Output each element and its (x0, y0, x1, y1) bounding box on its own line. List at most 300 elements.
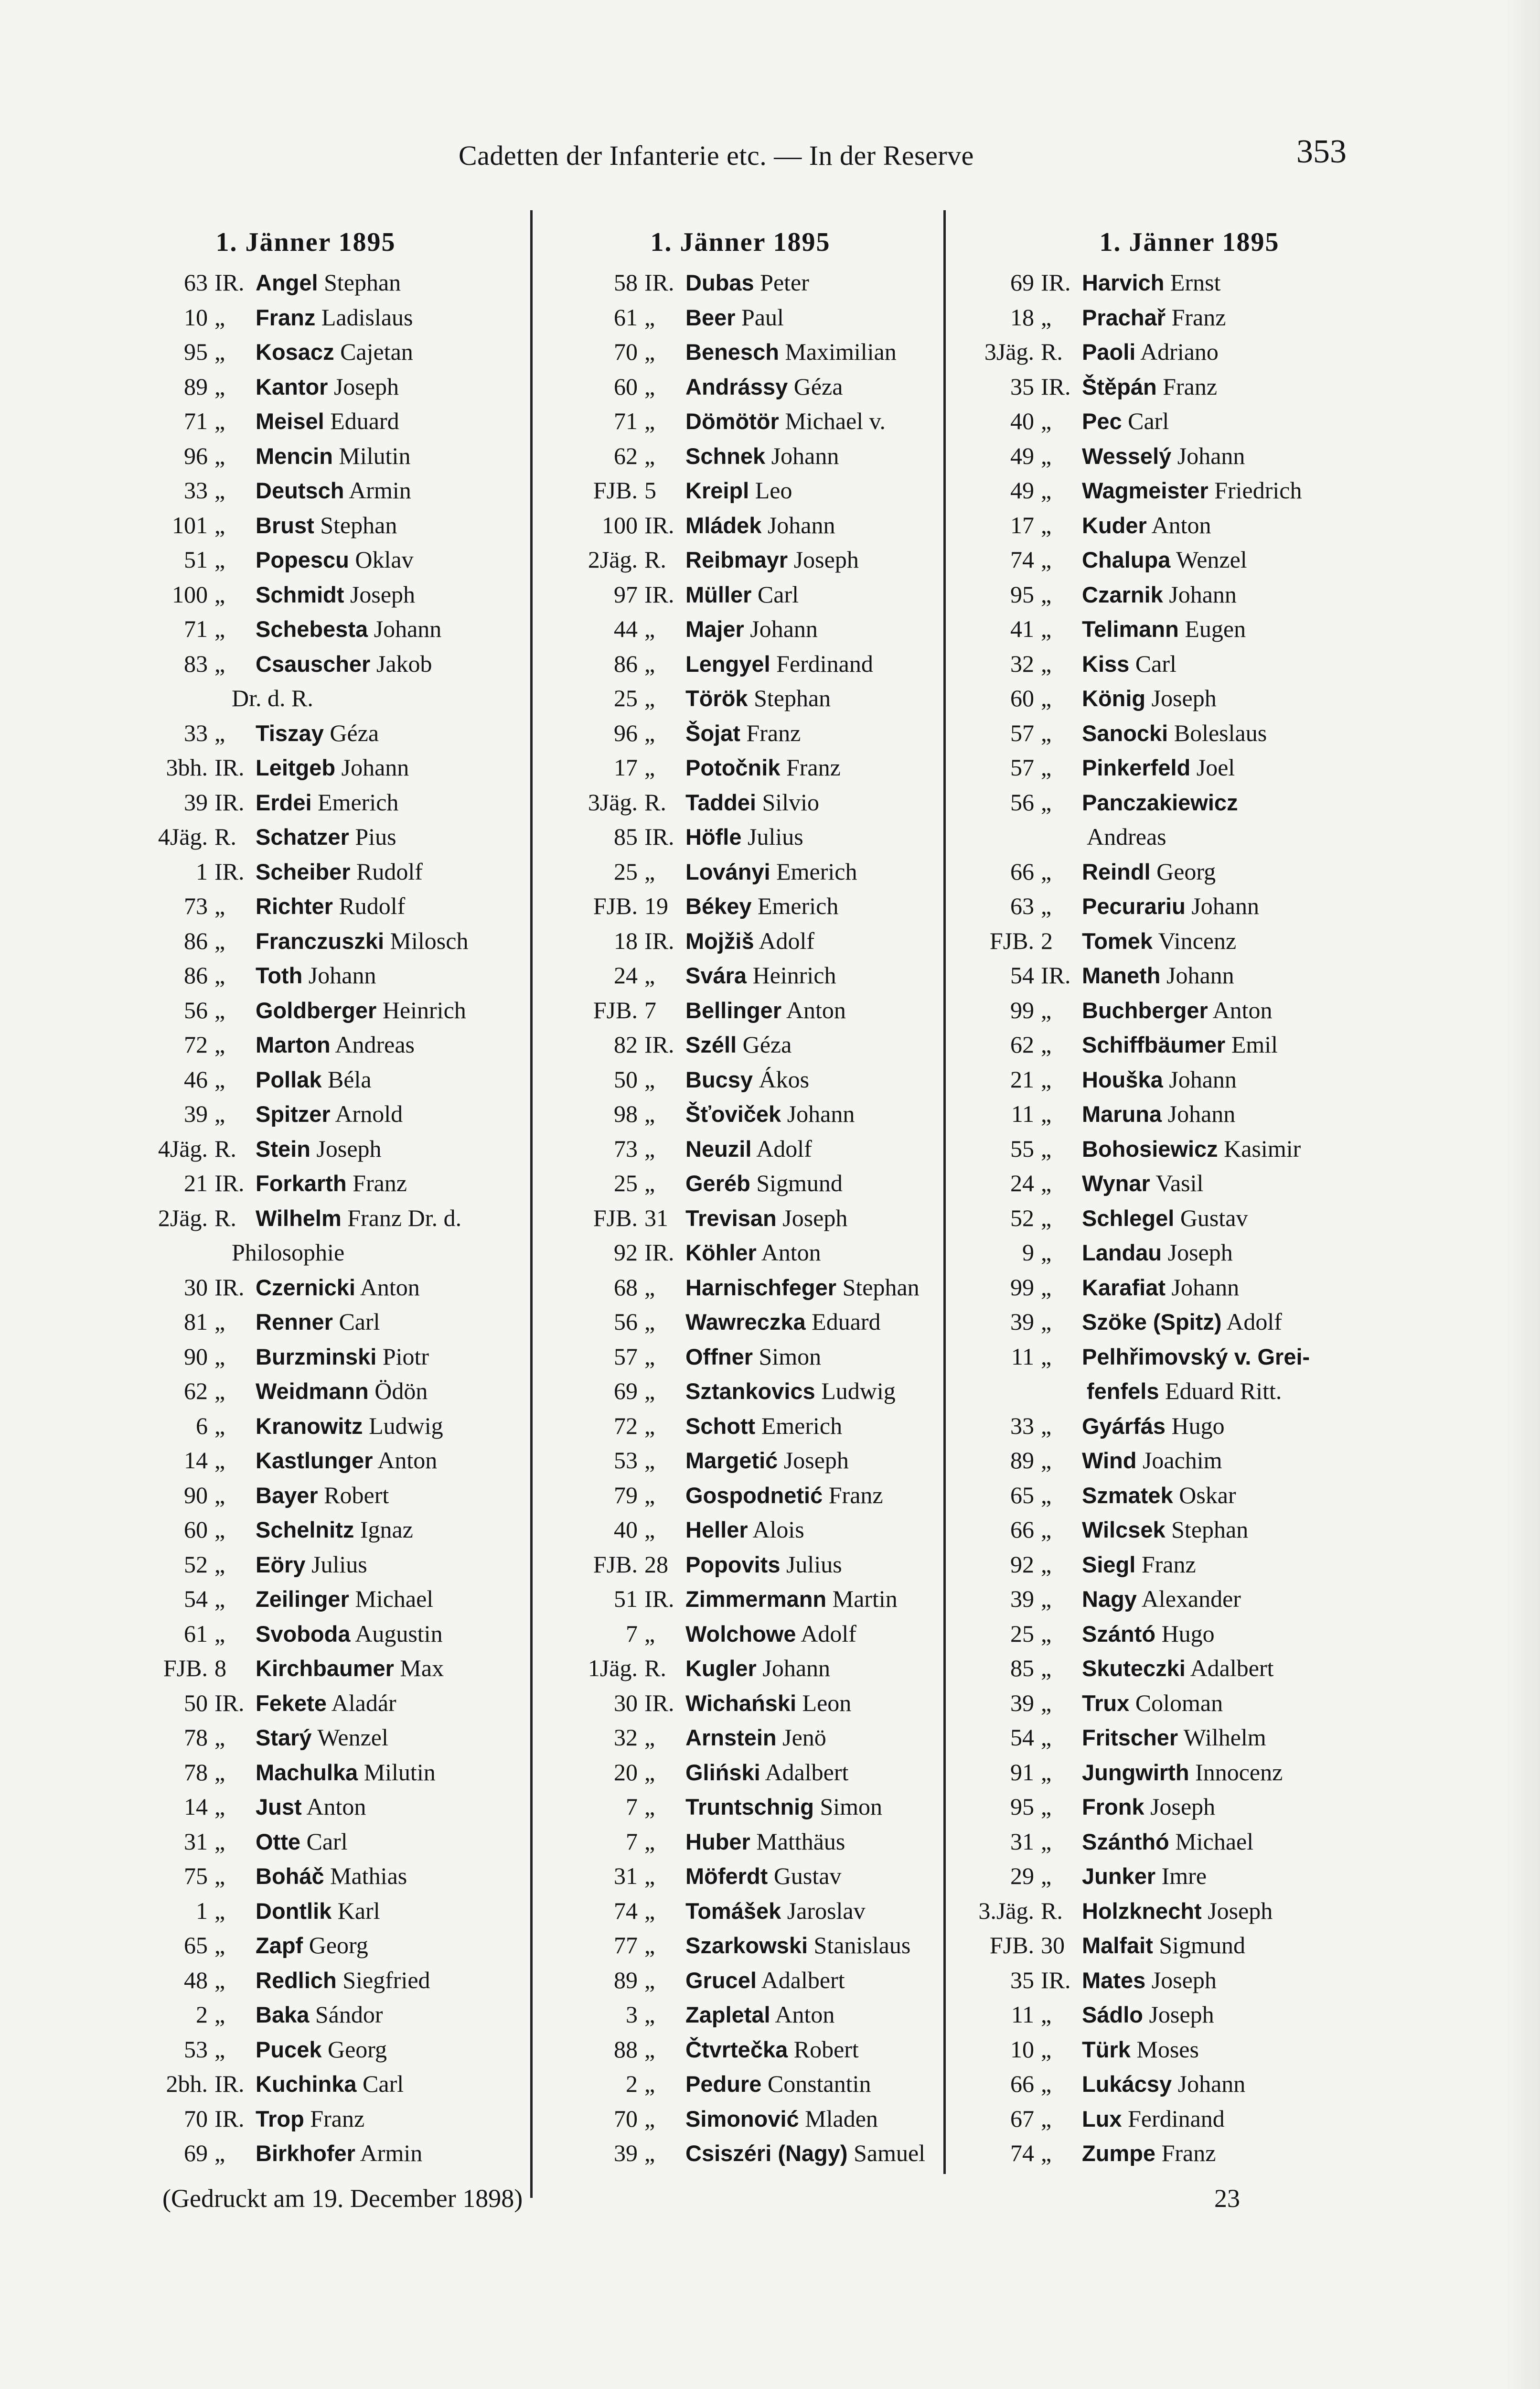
unit-number: 31 (1010, 1828, 1034, 1855)
unit-number: 89 (1010, 1447, 1034, 1474)
cadet-name (256, 854, 423, 890)
surname: Gospodnetić (685, 1482, 823, 1508)
list-item (545, 1894, 936, 1928)
list-item (951, 785, 1428, 820)
surname: Prachař (1082, 304, 1166, 330)
given-name: Maximilian (785, 338, 897, 365)
surname: Höfle (685, 824, 742, 850)
list-item (545, 1166, 936, 1201)
given-name: Joseph (316, 1135, 382, 1162)
cadet-name (685, 1201, 847, 1236)
list-item (96, 785, 516, 820)
surname: Szmatek (1082, 1482, 1173, 1508)
unit-type: „ (1041, 1689, 1052, 1716)
list-item (951, 542, 1428, 577)
surname: Sztankovics (685, 1378, 815, 1404)
cadet-name (685, 542, 859, 578)
cadet-name (256, 1131, 382, 1167)
surname: Arnstein (685, 1725, 777, 1750)
cadet-name (1082, 439, 1245, 474)
cadet-name (256, 439, 410, 474)
unit-number: 74 (614, 1897, 638, 1924)
unit-type: „ (644, 1377, 655, 1404)
unit-number: 40 (1010, 408, 1034, 434)
unit-type: „ (1041, 1793, 1052, 1820)
surname: Birkhofer (256, 2141, 355, 2166)
unit-number: 33 (184, 477, 208, 504)
cadet-name (256, 993, 466, 1028)
surname: Nagy (1082, 1586, 1137, 1612)
surname: Lux (1082, 2106, 1122, 2131)
list-item (96, 300, 516, 335)
unit-number: 82 (614, 1031, 638, 1058)
cadet-name (685, 2032, 859, 2067)
list-item (96, 1651, 516, 1686)
unit-number: 32 (614, 1724, 638, 1751)
cadet-name (256, 1859, 407, 1894)
surname: Jungwirth (1082, 1759, 1189, 1785)
surname: Bayer (256, 1482, 318, 1508)
given-name: Johann (1177, 2070, 1246, 2097)
surname: Wolchowe (685, 1621, 796, 1646)
unit-number: 66 (1010, 858, 1034, 885)
surname: Holzknecht (1082, 1898, 1202, 1924)
unit-type: „ (1041, 1308, 1052, 1335)
cadet-name (685, 1824, 845, 1860)
unit-type: „ (1041, 442, 1052, 469)
given-name: Anton (1151, 511, 1211, 538)
surname: Pec (1082, 409, 1122, 434)
cadet-name (685, 1131, 812, 1167)
list-item (545, 854, 936, 889)
given-name: Sándor (315, 2001, 383, 2028)
cadet-name (685, 889, 838, 924)
unit-type: „ (644, 1170, 655, 1196)
given-name: Joseph (1208, 1897, 1273, 1924)
given-name: Alois (752, 1516, 804, 1543)
list-item (951, 1339, 1428, 1374)
cadet-name (685, 369, 843, 405)
given-name: Franz (1161, 2140, 1216, 2166)
unit-type: „ (214, 1412, 225, 1439)
list-item (545, 1304, 936, 1339)
surname: Čtvrtečka (685, 2036, 788, 2062)
unit-number: 92 (614, 1239, 638, 1266)
cadet-name (1082, 1789, 1215, 1825)
list-item (96, 1478, 516, 1513)
unit-type: „ (644, 1065, 655, 1093)
surname: Goldberger (256, 997, 377, 1023)
cadet-name (685, 1720, 826, 1755)
surname: Maruna (1082, 1101, 1162, 1127)
given-name: Johann (767, 511, 835, 538)
unit-type: „ (214, 546, 225, 573)
surname: Fritscher (1082, 1725, 1178, 1750)
unit-number: FJB. (593, 893, 638, 919)
given-name: Ákos (759, 1065, 810, 1093)
unit-type: „ (1041, 1516, 1052, 1543)
unit-type: „ (1041, 1447, 1052, 1474)
given-name: Wenzel (1176, 546, 1247, 573)
surname: Schatzer (256, 824, 349, 850)
unit-type: „ (1041, 303, 1052, 331)
surname: Toth (256, 963, 303, 988)
surname: Zumpe (1082, 2141, 1156, 2166)
unit-number: 96 (614, 719, 638, 746)
unit-number: 25 (614, 858, 638, 885)
given-name: Stephan (754, 685, 831, 711)
list-item (951, 612, 1428, 646)
unit-type: „ (1041, 1100, 1052, 1127)
unit-number: 7 (626, 1828, 638, 1855)
cadet-name (256, 1720, 388, 1755)
cadet-name (232, 1235, 344, 1270)
cadet-name (685, 577, 799, 613)
cadet-name (1082, 924, 1236, 959)
given-name: Jakob (376, 650, 432, 677)
cadet-name (1082, 334, 1219, 370)
unit-number: 55 (1010, 1135, 1034, 1162)
list-item (545, 1374, 936, 1409)
page-edge-shadow (1502, 0, 1540, 2389)
unit-type: R. (644, 546, 666, 573)
surname: Tiszay (256, 720, 324, 746)
cadet-name (256, 716, 379, 751)
unit-number: 71 (184, 615, 208, 642)
cadet-name (685, 1894, 866, 1929)
cadet-name (256, 1547, 367, 1582)
given-name: Oskar (1179, 1481, 1236, 1508)
unit-number: 50 (614, 1065, 638, 1093)
running-title: Cadetten der Infanterie etc. — In der Reserve (459, 140, 974, 171)
given-name: Béla (327, 1065, 372, 1093)
given-name: Johann (787, 1100, 855, 1127)
cadet-name (1082, 646, 1176, 682)
surname: Mládek (685, 512, 762, 538)
unit-number: 3bh. (166, 754, 208, 781)
unit-number: 39 (184, 788, 208, 816)
list-item (951, 1512, 1428, 1547)
unit-number: 89 (614, 1966, 638, 1993)
surname: Török (685, 686, 748, 711)
unit-number: 66 (1010, 1516, 1034, 1543)
unit-number: 39 (184, 1100, 208, 1127)
given-name: Johann (1169, 1065, 1237, 1093)
unit-number: 52 (184, 1550, 208, 1578)
list-item (545, 1027, 936, 1062)
list-item (951, 993, 1428, 1028)
given-name: Franz (1171, 303, 1226, 331)
surname: Taddei (685, 789, 756, 815)
cadet-name (1082, 369, 1217, 405)
list-item (96, 1547, 516, 1582)
cadet-name (1082, 2101, 1225, 2137)
list-item (951, 1409, 1428, 1443)
unit-type: „ (644, 2105, 655, 2132)
unit-number: 57 (614, 1343, 638, 1370)
given-name: Franz (828, 1481, 883, 1508)
given-name: Robert (324, 1481, 389, 1508)
surname: Köhler (685, 1240, 757, 1265)
cadet-name (256, 1027, 415, 1063)
list-item (951, 750, 1428, 785)
list-item (545, 1720, 936, 1755)
list-item (545, 334, 936, 369)
surname: Franz (256, 304, 316, 330)
given-name: Sigmund (756, 1170, 843, 1196)
surname: Kranowitz (256, 1413, 363, 1439)
surname: Szöke (Spitz) (1082, 1309, 1222, 1334)
cadet-name (685, 646, 873, 682)
given-name: Sigmund (1159, 1932, 1245, 1959)
list-item (96, 1131, 516, 1166)
given-name: Joachim (1142, 1447, 1222, 1474)
surname: Forkarth (256, 1171, 347, 1196)
given-name: Julius (311, 1550, 367, 1578)
surname: Wind (1082, 1448, 1137, 1473)
given-name: Franz (310, 2105, 365, 2132)
given-name: Johann (762, 1655, 831, 1681)
unit-number: 95 (1010, 581, 1034, 608)
list-item (96, 1824, 516, 1859)
surname: Just (256, 1794, 302, 1819)
given-name: Emerich (758, 893, 839, 919)
unit-number: 65 (1010, 1481, 1034, 1508)
unit-number: 11 (1011, 2001, 1034, 2028)
unit-number: 7 (626, 1620, 638, 1647)
list-item (545, 819, 936, 854)
unit-number: 97 (614, 581, 638, 608)
cadet-name (685, 612, 818, 647)
surname: Spitzer (256, 1101, 331, 1127)
given-name: Johann (1177, 442, 1245, 469)
list-item (545, 1443, 936, 1478)
surname: Möferdt (685, 1863, 768, 1889)
list-item (545, 889, 936, 924)
cadet-name (1082, 1547, 1196, 1582)
unit-type: „ (1041, 650, 1052, 677)
unit-type: „ (644, 754, 655, 781)
given-name: Wilhelm (1183, 1724, 1266, 1751)
unit-type: „ (644, 615, 655, 642)
cadet-name (1082, 612, 1246, 647)
given-name: Joseph (782, 1204, 848, 1231)
surname: Bucsy (685, 1066, 753, 1092)
list-item (96, 2066, 516, 2101)
cadet-name (256, 334, 413, 370)
list-item (951, 1304, 1428, 1339)
given-name: Anton (1212, 996, 1273, 1023)
given-name: Franz (1163, 373, 1218, 400)
list-item (96, 1409, 516, 1443)
list-item (951, 1166, 1428, 1201)
surname: Popovits (685, 1551, 781, 1577)
unit-type: „ (1041, 996, 1052, 1023)
given-name: Géza (742, 1031, 792, 1058)
surname: Weidmann (256, 1378, 369, 1404)
list-item (96, 1997, 516, 2032)
given-name: Michael (1175, 1828, 1254, 1855)
list-item (96, 612, 516, 646)
surname: Wesselý (1082, 443, 1172, 469)
unit-type: R. (214, 823, 236, 850)
surname: Czernicki (256, 1274, 355, 1300)
given-name: Max (400, 1655, 444, 1681)
list-item (96, 369, 516, 404)
print-date-note: (Gedruckt am 19. December 1898) (162, 2184, 523, 2213)
unit-type: „ (644, 373, 655, 400)
unit-type: „ (214, 1966, 225, 1993)
unit-type: „ (1041, 719, 1052, 746)
cadet-name (685, 1928, 910, 1963)
cadet-name (256, 1616, 443, 1652)
list-item (951, 334, 1428, 369)
cadet-name (256, 646, 432, 682)
given-name: Johann (1191, 893, 1259, 919)
list-item-continuation (951, 1374, 1428, 1409)
given-name: Anton (306, 1793, 366, 1820)
given-name: Imre (1161, 1862, 1207, 1889)
unit-type: „ (644, 1516, 655, 1543)
list-item (545, 1928, 936, 1963)
unit-type: R. (644, 788, 666, 816)
unit-number: 77 (614, 1932, 638, 1959)
unit-type: „ (1041, 2070, 1052, 2097)
cadet-name (1082, 1997, 1214, 2033)
cadet-name (1082, 854, 1216, 890)
given-name: Stanislaus (813, 1932, 911, 1959)
list-item (96, 1201, 516, 1236)
unit-number: 70 (614, 338, 638, 365)
cadet-name (256, 1062, 372, 1098)
list-item (951, 924, 1428, 958)
given-name: Anton (761, 1239, 821, 1266)
list-item (951, 1443, 1428, 1478)
unit-type: „ (644, 685, 655, 711)
given-name: Constantin (767, 2070, 871, 2097)
surname: Tomek (1082, 928, 1153, 954)
given-name: Gustav (1180, 1204, 1248, 1231)
given-name: Moses (1136, 2035, 1199, 2063)
given-name: Augustin (355, 1620, 443, 1647)
given-name: Mladen (805, 2105, 878, 2132)
cadet-name (256, 750, 409, 786)
unit-number: 10 (184, 303, 208, 331)
cadet-name (256, 1997, 383, 2033)
surname: Renner (256, 1309, 333, 1334)
list-item (951, 1686, 1428, 1721)
surname: Erdei (256, 789, 312, 815)
unit-number: 60 (184, 1516, 208, 1543)
cadet-name (1082, 681, 1217, 716)
given-name: Adalbert (1190, 1655, 1274, 1681)
given-name: Boleslaus (1174, 719, 1267, 746)
cadet-name (1082, 1651, 1274, 1686)
cadet-name (685, 681, 831, 716)
given-name: Joel (1196, 754, 1235, 781)
list-item (545, 1547, 936, 1582)
given-name: Carl (363, 2070, 404, 2097)
unit-number: 2bh. (166, 2070, 208, 2097)
given-name: Franz (786, 754, 841, 781)
cadet-name (1082, 2066, 1245, 2102)
given-name: Samuel (854, 2140, 926, 2166)
cadet-name (685, 1062, 809, 1098)
surname: Bohosiewicz (1082, 1136, 1218, 1162)
unit-number: 67 (1010, 2105, 1034, 2132)
given-name: Joseph (1149, 2001, 1214, 2028)
unit-type: „ (1041, 477, 1052, 504)
unit-type: „ (1041, 2140, 1052, 2166)
given-name: Andreas (335, 1031, 415, 1058)
list-item (545, 577, 936, 612)
list-item (951, 1062, 1428, 1097)
given-name: Joseph (1150, 1793, 1216, 1820)
list-item (951, 1547, 1428, 1582)
unit-type: IR. (644, 1031, 674, 1058)
given-name: Joseph (1151, 685, 1217, 711)
surname: Schnek (685, 443, 766, 469)
surname: Pollak (256, 1066, 322, 1092)
unit-number: 1Jäg. (588, 1655, 638, 1681)
surname: Starý (256, 1725, 312, 1750)
surname: Pucek (256, 2036, 322, 2062)
given-name: Joseph (1167, 1239, 1233, 1266)
unit-number: 25 (614, 685, 638, 711)
cadet-name (1087, 819, 1166, 855)
unit-number: 17 (1010, 511, 1034, 538)
unit-number: 31 (184, 1828, 208, 1855)
unit-number: 30 (184, 1273, 208, 1301)
surname: Neuzil (685, 1136, 752, 1162)
surname: Fekete (256, 1690, 327, 1716)
given-name: Dr. d. R. (232, 685, 313, 711)
unit-type: „ (644, 1793, 655, 1820)
unit-number: 71 (614, 408, 638, 434)
unit-type: „ (644, 1828, 655, 1855)
surname: Wichański (685, 1690, 797, 1716)
cadet-name (1082, 300, 1226, 335)
list-item (545, 1512, 936, 1547)
cadet-name (256, 404, 399, 439)
unit-number: 41 (1010, 615, 1034, 642)
list-item (96, 2101, 516, 2136)
cadet-name (685, 750, 841, 786)
surname: Lengyel (685, 651, 770, 677)
given-name: Coloman (1135, 1689, 1223, 1716)
given-name: Cajetan (340, 338, 413, 365)
unit-type: „ (644, 1966, 655, 1993)
list-item (96, 819, 516, 854)
unit-number: 71 (184, 408, 208, 434)
list-item (96, 265, 516, 300)
unit-number: FJB. (593, 1204, 638, 1231)
unit-number: 6 (196, 1412, 208, 1439)
given-name: Carl (339, 1308, 380, 1335)
unit-number: 85 (1010, 1655, 1034, 1681)
given-name: Milutin (339, 442, 411, 469)
unit-type: „ (214, 511, 225, 538)
given-name: Ladislaus (321, 303, 413, 331)
given-name: Joseph (783, 1447, 849, 1474)
list-item (951, 1997, 1428, 2032)
unit-number: 69 (184, 2140, 208, 2166)
given-name: Julius (748, 823, 803, 850)
unit-number: 11 (1011, 1343, 1034, 1370)
cadet-name (256, 924, 468, 959)
unit-type: „ (214, 1481, 225, 1508)
surname: Stein (256, 1136, 310, 1162)
